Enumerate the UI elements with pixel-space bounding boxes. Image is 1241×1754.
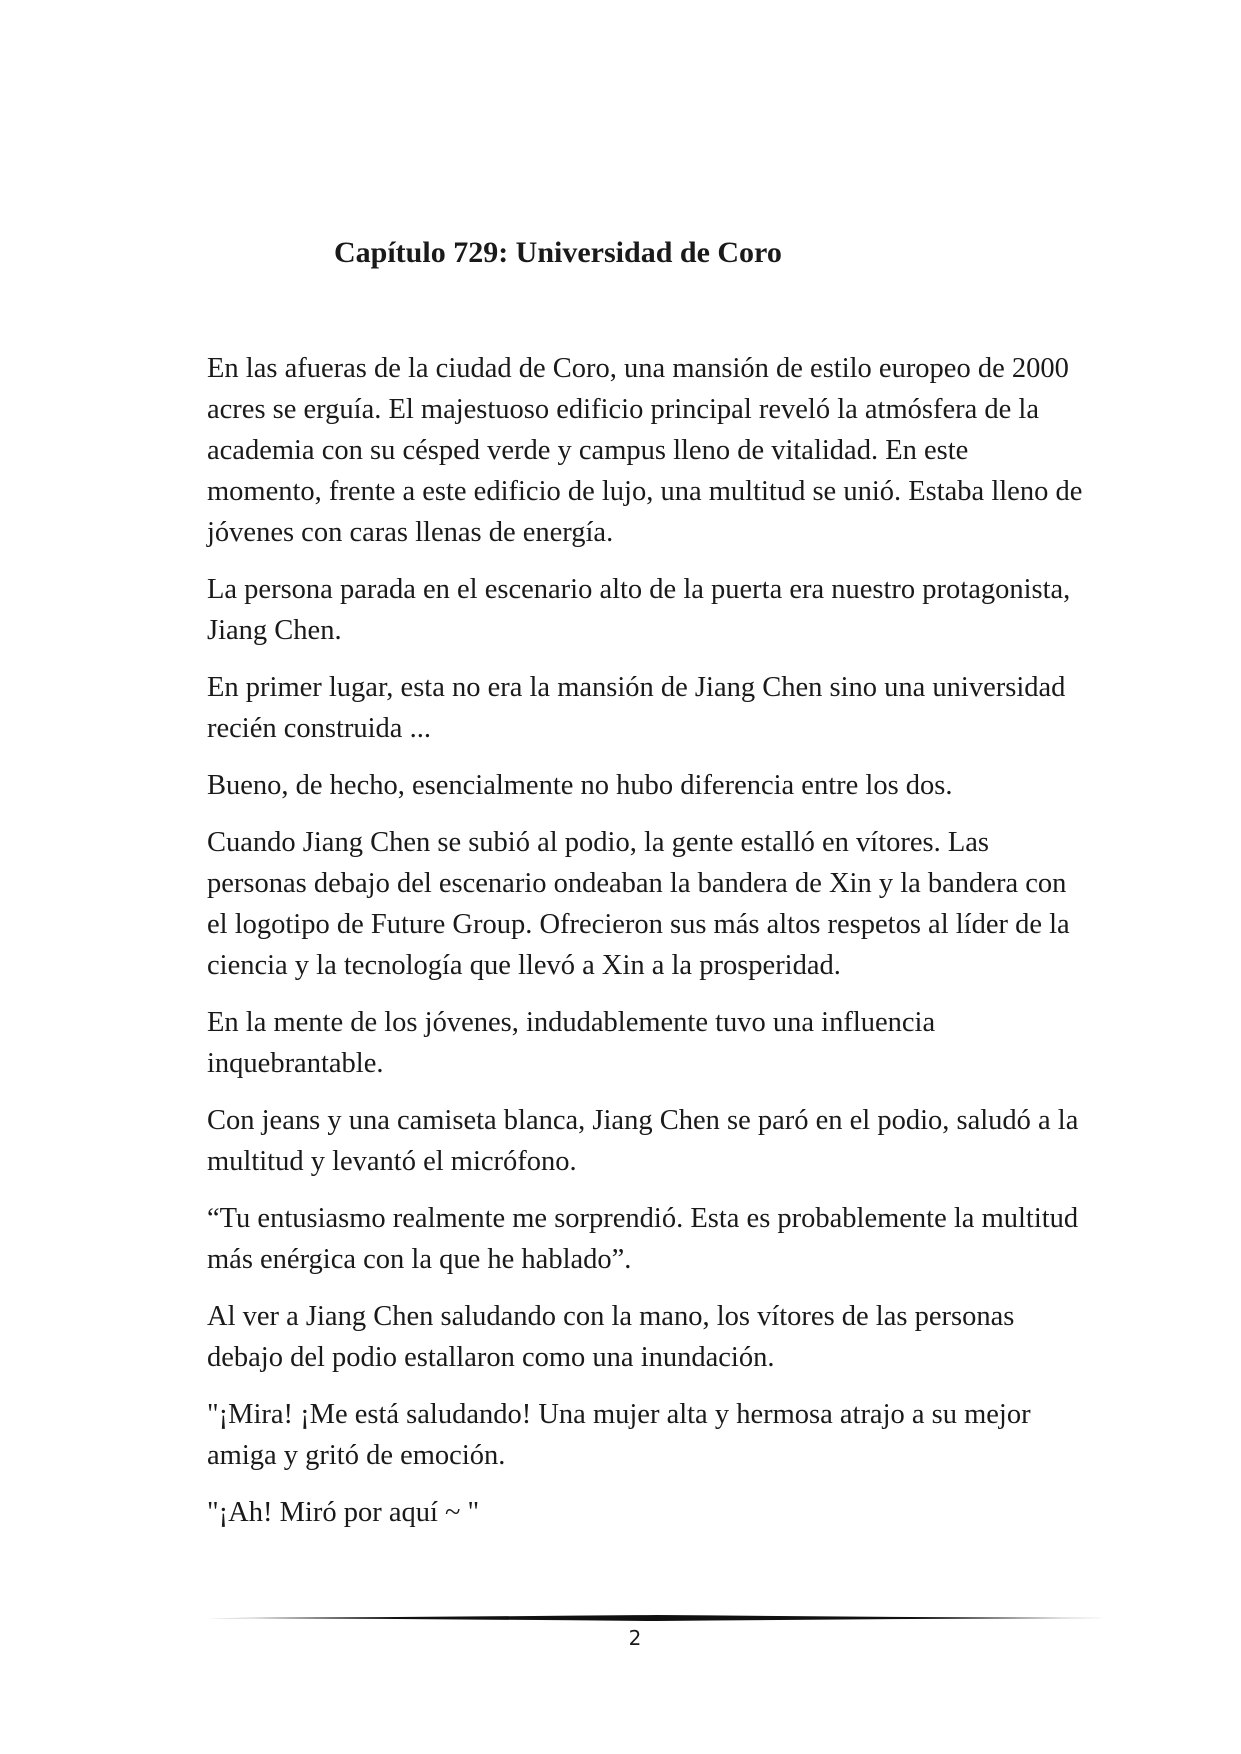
paragraph: Al ver a Jiang Chen saludando con la mano, los vítores de las personas debajo del podio estallaron como una inundación. — [207, 1301, 1015, 1373]
paragraph: En las afueras de la ciudad de Coro, una mansión de estilo europeo de 2000 acres se erguía. El majestuoso edificio principal reveló la atmósfera de la academia con su césped verde y campus lleno de vitalidad. En este momento, frente a este edificio de lujo, una multitud se unió. Estaba lleno de jóvenes con caras llenas de energía. — [207, 353, 1083, 548]
body-text — [207, 348, 1087, 1549]
paragraph: Cuando Jiang Chen se subió al podio, la gente estalló en vítores. Las personas debajo del escenario ondeaban la bandera de Xin y la bandera con el logotipo de Future Group. Ofrecieron sus más altos respetos al líder de la ciencia y la tecnología que llevó a Xin a la prosperidad. — [207, 827, 1070, 981]
paragraph: En primer lugar, esta no era la mansión de Jiang Chen sino una universidad recién construida ... — [207, 672, 1066, 744]
paragraph: "¡Mira! ¡Me está saludando! Una mujer alta y hermosa atrajo a su mejor amiga y gritó de emoción. — [207, 1399, 1031, 1471]
paragraph: "¡Ah! Miró por aquí ~ " — [207, 1497, 480, 1528]
footer-rule — [207, 1612, 1107, 1624]
page-number: 2 — [628, 1626, 642, 1650]
paragraph: En la mente de los jóvenes, indudablemente tuvo una influencia inquebrantable. — [207, 1007, 936, 1079]
paragraph: “Tu entusiasmo realmente me sorprendió. Esta es probablemente la multitud más enérgica con la que he hablado”. — [207, 1203, 1079, 1275]
paragraph: Con jeans y una camiseta blanca, Jiang Chen se paró en el podio, saludó a la multitud y levantó el micrófono. — [207, 1105, 1079, 1177]
paragraph: Bueno, de hecho, esencialmente no hubo diferencia entre los dos. — [207, 770, 953, 801]
chapter-title: Capítulo 729: Universidad de Coro — [334, 236, 782, 269]
paragraph: La persona parada en el escenario alto de la puerta era nuestro protagonista, Jiang Chen. — [207, 574, 1071, 646]
